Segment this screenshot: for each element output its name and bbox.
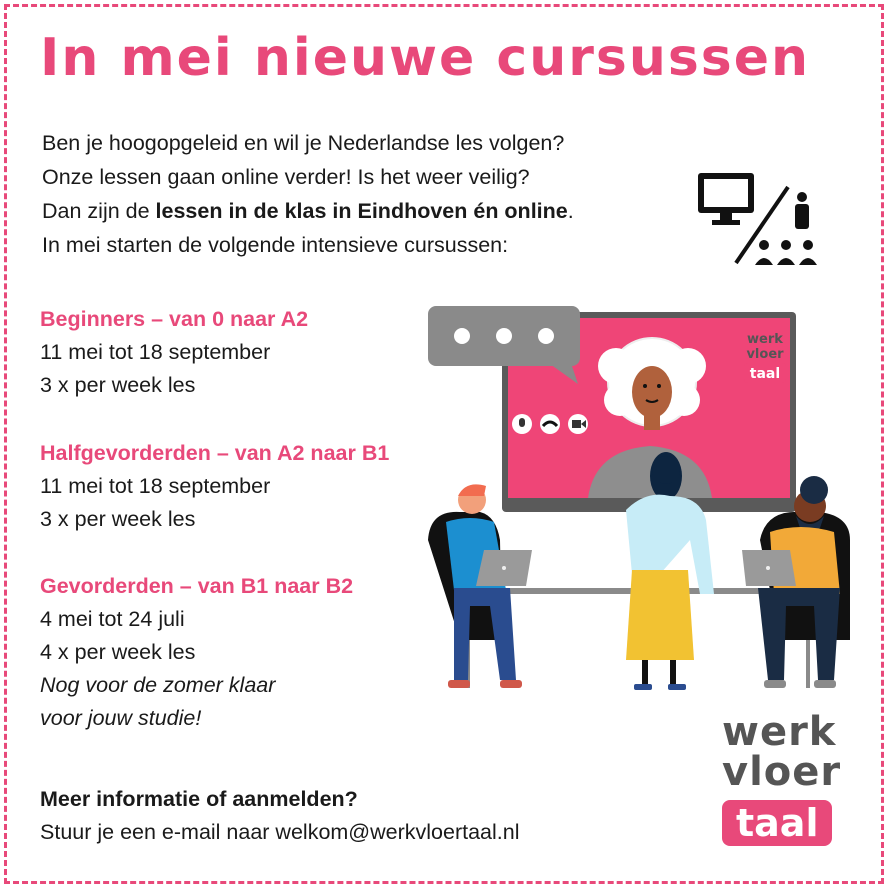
logo-word-3: taal [722,800,832,846]
intro-line-2: Onze lessen gaan online verder! Is het weer veilig? [42,165,530,189]
course-note-2: voor jouw studie! [40,706,202,730]
course-dates: 11 mei tot 18 september [40,474,271,498]
course-halfgevorderden [40,437,389,536]
intro-line-3-end: . [567,199,574,223]
screen-logo-word-3: taal [749,366,781,382]
course-frequency: 3 x per week les [40,507,196,531]
course-heading: Beginners – van 0 naar A2 [40,307,309,331]
course-frequency: 3 x per week les [40,373,196,397]
screen-logo-word-2: vloer [746,347,784,362]
logo-word-2: vloer [722,749,842,795]
intro-line-3-start: Dan zijn de [42,199,156,223]
course-heading: Halfgevorderden – van A2 naar B1 [40,441,390,465]
video-call-illustration [420,300,860,700]
course-note-1: Nog voor de zomer klaar [40,673,276,697]
course-heading: Gevorderden – van B1 naar B2 [40,574,354,598]
page-title: In mei nieuwe cursussen [40,28,811,88]
course-frequency: 4 x per week les [40,640,196,664]
intro-line-3 [42,194,574,228]
intro-line-4: In mei starten de volgende intensieve cursussen: [42,233,509,257]
intro-line-1: Ben je hoogopgeleid en wil je Nederlandse les volgen? [42,131,565,155]
logo-word-1: werk [722,709,837,755]
laptop-icon [742,550,796,586]
contact-email-line[interactable]: Stuur je een e-mail naar welkom@werkvloertaal.nl [40,820,520,844]
course-dates: 11 mei tot 18 september [40,340,271,364]
screen-logo-word-1: werk [747,332,783,347]
werkvloertaal-logo [722,709,847,852]
screen-logo [744,332,786,383]
online-or-classroom-icon [690,165,820,270]
intro-text [42,126,574,262]
student-left [428,484,532,688]
call-controls [512,414,588,434]
intro-line-3-bold: lessen in de klas in Eindhoven én online [155,199,568,223]
classroom-icon [755,192,817,265]
contact-section [40,783,520,849]
course-dates: 4 mei tot 24 juli [40,607,185,631]
course-gevorderden [40,570,353,735]
contact-question: Meer informatie of aanmelden? [40,787,358,811]
monitor-icon [698,173,754,225]
course-beginners [40,303,308,402]
laptop-icon [476,550,532,586]
